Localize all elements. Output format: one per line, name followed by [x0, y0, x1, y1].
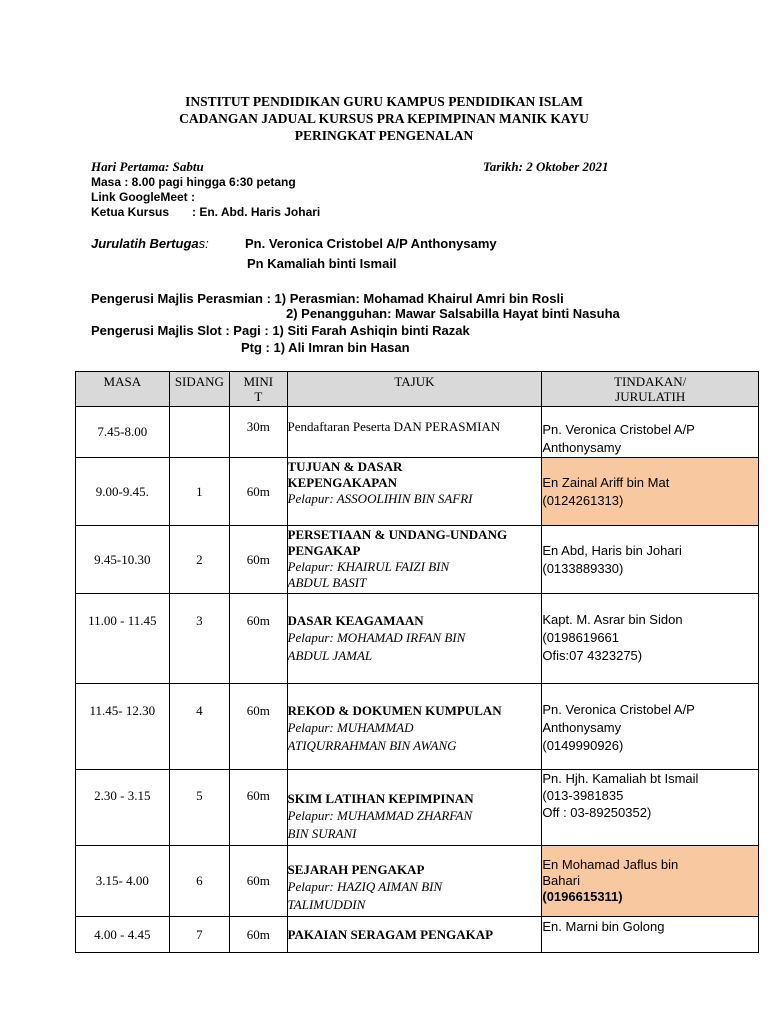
jurulatih-1: Pn. Veronica Cristobel A/P Anthonysamy: [245, 236, 497, 251]
document-subtitle: PERINGKAT PENGENALAN: [294, 128, 474, 143]
cell-minit: 30m: [230, 407, 287, 458]
ketua-kursus-label: Ketua Kursus: [91, 205, 170, 219]
cell-masa: 7.45-8.00: [76, 407, 170, 458]
cell-masa: 9.45-10.30: [76, 526, 170, 594]
cell-minit: 60m: [230, 458, 287, 526]
cell-tajuk: REKOD & DOKUMEN KUMPULAN Pelapur: MUHAMMAD ATIQURRAHMAN BIN AWANG: [287, 684, 542, 770]
cell-tindakan: Kapt. M. Asrar bin Sidon (0198619661 Ofis:07 4323275): [542, 594, 759, 684]
header-tindakan: TINDAKAN/ JURULATIH: [542, 372, 759, 407]
cell-tajuk: SKIM LATIHAN KEPIMPINAN Pelapur: MUHAMMAD ZHARFAN BIN SURANI: [287, 770, 542, 846]
cell-masa: 3.15- 4.00: [76, 846, 170, 917]
table-row: [76, 770, 759, 846]
cell-tajuk: DASAR KEAGAMAAN Pelapur: MOHAMAD IRFAN BIN ABDUL JAMAL: [287, 594, 542, 684]
document-title: CADANGAN JADUAL KURSUS PRA KEPIMPINAN MANIK KAYU: [179, 111, 589, 126]
cell-sidang: [169, 407, 229, 458]
cell-masa: 2.30 - 3.15: [76, 770, 170, 846]
cell-sidang: 3: [169, 594, 229, 684]
googlemeet-link-label: Link GoogleMeet :: [91, 190, 196, 204]
cell-minit: 60m: [230, 770, 287, 846]
cell-tajuk: Pendaftaran Peserta DAN PERASMIAN: [287, 407, 542, 458]
header-masa: MASA: [76, 372, 170, 407]
cell-tindakan: Pn. Hjh. Kamaliah bt Ismail (013-3981835 Off : 03-89250352): [542, 770, 759, 846]
cell-tajuk: SEJARAH PENGAKAP Pelapur: HAZIQ AIMAN BIN TALIMUDDIN: [287, 846, 542, 917]
tarikh-label: Tarikh: 2 Oktober 2021: [483, 159, 609, 174]
cell-tindakan: En Zainal Ariff bin Mat (0124261313): [542, 458, 759, 526]
hari-label: Hari Pertama: Sabtu: [91, 159, 204, 174]
cell-tindakan: En Abd, Haris bin Johari (0133889330): [542, 526, 759, 594]
pengerusi-slot-pagi: Pengerusi Majlis Slot : Pagi : 1) Siti Farah Ashiqin binti Razak: [91, 323, 470, 338]
cell-tindakan: En Mohamad Jaflus bin Bahari (0196615311): [542, 846, 759, 917]
cell-minit: 60m: [230, 526, 287, 594]
cell-minit: 60m: [230, 684, 287, 770]
table-row: [76, 526, 759, 594]
header-tajuk: TAJUK: [287, 372, 542, 407]
table-row: [76, 846, 759, 917]
cell-tindakan: Pn. Veronica Cristobel A/P Anthonysamy (0149990926): [542, 684, 759, 770]
jurulatih-label: Jurulatih Bertugas:: [91, 236, 209, 251]
table-row: [76, 684, 759, 770]
cell-masa: 11.00 - 11.45: [76, 594, 170, 684]
cell-tajuk: PAKAIAN SERAGAM PENGAKAP: [287, 917, 542, 953]
cell-masa: 9.00-9.45.: [76, 458, 170, 526]
table-row: [76, 458, 759, 526]
masa-label: Masa : 8.00 pagi hingga 6:30 petang: [91, 175, 296, 189]
pengerusi-penangguhan: 2) Penangguhan: Mawar Salsabilla Hayat binti Nasuha: [286, 306, 620, 321]
cell-tindakan: Pn. Veronica Cristobel A/P Anthonysamy: [542, 407, 759, 458]
cell-sidang: 5: [169, 770, 229, 846]
cell-sidang: 7: [169, 917, 229, 953]
cell-sidang: 6: [169, 846, 229, 917]
cell-sidang: 2: [169, 526, 229, 594]
cell-masa: 4.00 - 4.45: [76, 917, 170, 953]
header-sidang: SIDANG: [169, 372, 229, 407]
cell-minit: 60m: [230, 917, 287, 953]
table-header-row: [76, 372, 759, 407]
table-row: [76, 917, 759, 953]
pengerusi-slot-ptg: Ptg : 1) Ali Imran bin Hasan: [241, 340, 410, 355]
cell-tajuk: TUJUAN & DASAR KEPENGAKAPAN Pelapur: ASSOOLIHIN BIN SAFRI: [287, 458, 542, 526]
cell-sidang: 1: [169, 458, 229, 526]
institute-title: INSTITUT PENDIDIKAN GURU KAMPUS PENDIDIKAN ISLAM: [185, 94, 583, 109]
jurulatih-2: Pn Kamaliah binti Ismail: [247, 256, 397, 271]
table-row: [76, 407, 759, 458]
cell-sidang: 4: [169, 684, 229, 770]
pengerusi-perasmian: Pengerusi Majlis Perasmian : 1) Perasmian: Mohamad Khairul Amri bin Rosli: [91, 291, 564, 306]
cell-masa: 11.45- 12.30: [76, 684, 170, 770]
ketua-kursus-value: : En. Abd. Haris Johari: [192, 205, 321, 219]
cell-minit: 60m: [230, 846, 287, 917]
cell-minit: 60m: [230, 594, 287, 684]
schedule-table: [75, 371, 759, 953]
cell-tajuk: PERSETIAAN & UNDANG-UNDANG PENGAKAP Pelapur: KHAIRUL FAIZI BIN ABDUL BASIT: [287, 526, 542, 594]
header-minit: MINI T: [230, 372, 287, 407]
cell-tindakan: En. Marni bin Golong: [542, 917, 759, 953]
table-row: [76, 594, 759, 684]
